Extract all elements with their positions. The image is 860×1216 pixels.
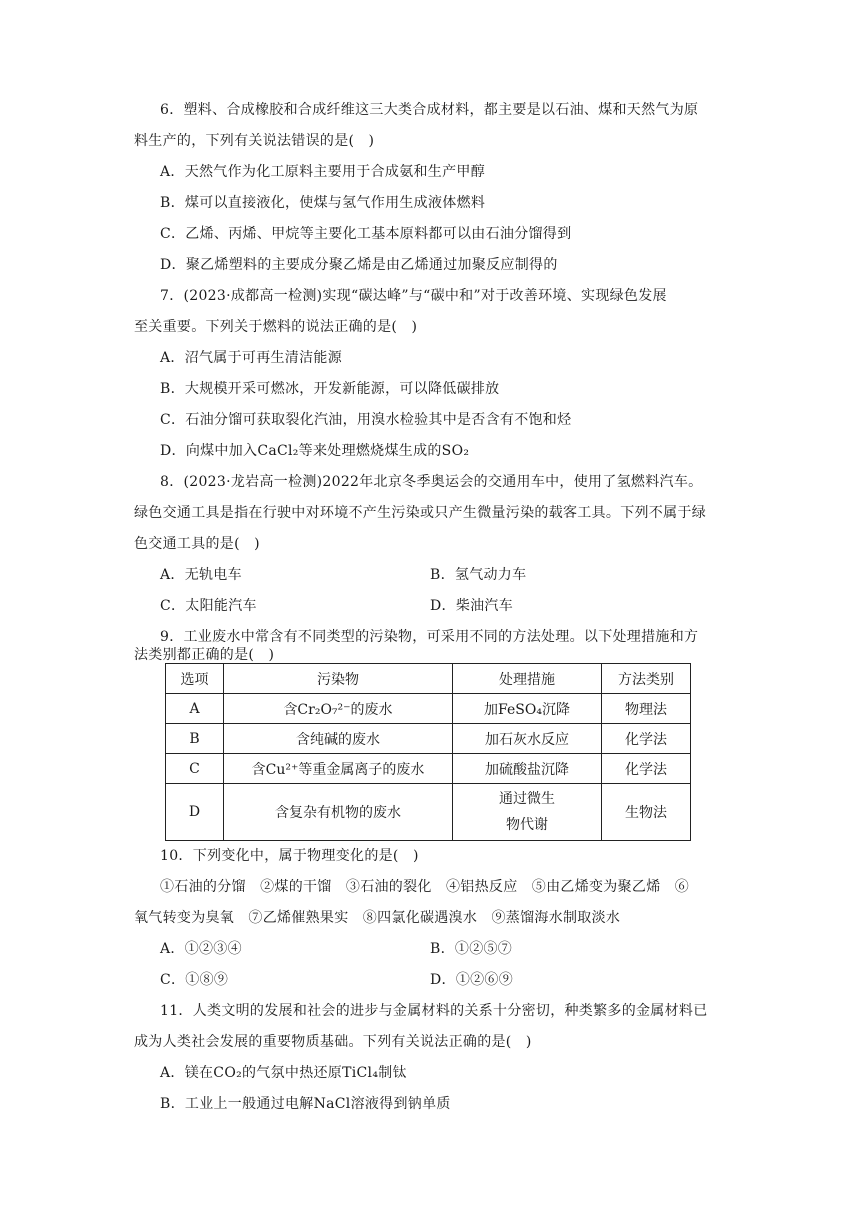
table-header-row xyxy=(166,664,691,694)
table-header-cell: 处理措施 xyxy=(453,664,602,694)
table-cell: 生物法 xyxy=(602,784,691,841)
table-cell: 化学法 xyxy=(602,754,691,784)
q10-option-c: C．①⑧⑨ xyxy=(160,972,229,988)
q10-stem-line1: 10．下列变化中，属于物理变化的是( ) xyxy=(160,848,419,864)
q6-option-c: C．乙烯、丙烯、甲烷等主要化工基本原料都可以由石油分馏得到 xyxy=(160,226,572,242)
table-header-cell: 方法类别 xyxy=(602,664,691,694)
q8-option-d: D．柴油汽车 xyxy=(430,598,514,614)
table-header-cell: 污染物 xyxy=(224,664,453,694)
table-row xyxy=(166,694,691,724)
q8-stem-line1: 8．(2023·龙岩高一检测)2022年北京冬季奥运会的交通用车中，使用了氢燃料汽车。 xyxy=(160,474,703,490)
table-cell-line: 物代谢 xyxy=(506,817,548,833)
q6-stem-line1: 6．塑料、合成橡胶和合成纤维这三大类合成材料，都主要是以石油、煤和天然气为原 xyxy=(160,102,699,118)
q10-option-b: B．①②⑤⑦ xyxy=(430,941,513,957)
table-cell: 物理法 xyxy=(602,694,691,724)
q11-option-b: B．工业上一般通过电解NaCl溶液得到钠单质 xyxy=(160,1096,451,1112)
table-cell: 加硫酸盐沉降 xyxy=(453,754,602,784)
table-cell: 含Cr₂O₇²⁻的废水 xyxy=(224,694,453,724)
q11-option-a: A．镁在CO₂的气氛中热还原TiCl₄制钛 xyxy=(160,1065,407,1081)
q8-option-a: A．无轨电车 xyxy=(160,567,242,583)
table-cell: A xyxy=(166,694,224,724)
table-cell xyxy=(453,784,602,841)
table-row xyxy=(166,784,691,841)
q10-option-d: D．①②⑥⑨ xyxy=(430,972,514,988)
table-header-cell: 选项 xyxy=(166,664,224,694)
q7-option-a: A．沼气属于可再生清洁能源 xyxy=(160,350,343,366)
q10-items-line1: ①石油的分馏 ②煤的干馏 ③石油的裂化 ④铝热反应 ⑤由乙烯变为聚乙烯 ⑥ xyxy=(160,879,690,895)
q10-items-line2: 氧气转变为臭氧 ⑦乙烯催熟果实 ⑧四氯化碳遇溴水 ⑨蒸馏海水制取淡水 xyxy=(134,910,621,926)
table-cell: B xyxy=(166,724,224,754)
q10-option-a: A．①②③④ xyxy=(160,941,242,957)
q8-stem-line2: 绿色交通工具是指在行驶中对环境不产生污染或只产生微量污染的载客工具。下列不属于绿 xyxy=(134,505,706,521)
table-cell-line: 通过微生 xyxy=(499,791,555,807)
q6-option-d: D．聚乙烯塑料的主要成分聚乙烯是由乙烯通过加聚反应制得的 xyxy=(160,257,558,273)
table-row xyxy=(166,724,691,754)
q11-stem-line1: 11．人类文明的发展和社会的进步与金属材料的关系十分密切，种类繁多的金属材料已 xyxy=(160,1003,708,1019)
q9-stem-line2: 法类别都正确的是( ) xyxy=(134,647,275,663)
q7-option-c: C．石油分馏可获取裂化汽油，用溴水检验其中是否含有不饱和烃 xyxy=(160,412,572,428)
q8-option-b: B．氢气动力车 xyxy=(430,567,527,583)
table-cell: 加FeSO₄沉降 xyxy=(453,694,602,724)
table-cell: C xyxy=(166,754,224,784)
q7-stem-line1: 7．(2023·成都高一检测)实现“碳达峰”与“碳中和”对于改善环境、实现绿色发展 xyxy=(160,288,667,304)
table-row xyxy=(166,754,691,784)
q11-stem-line2: 成为人类社会发展的重要物质基础。下列有关说法正确的是( ) xyxy=(134,1034,532,1050)
q6-option-b: B．煤可以直接液化，使煤与氢气作用生成液体燃料 xyxy=(160,195,486,211)
table-cell: 含复杂有机物的废水 xyxy=(224,784,453,841)
table-cell: 含纯碱的废水 xyxy=(224,724,453,754)
table-cell: 加石灰水反应 xyxy=(453,724,602,754)
q8-stem-line3: 色交通工具的是( ) xyxy=(134,536,260,552)
q6-option-a: A．天然气作为化工原料主要用于合成氨和生产甲醇 xyxy=(160,164,486,180)
q9-table xyxy=(165,663,691,841)
q6-stem-line2: 料生产的，下列有关说法错误的是( ) xyxy=(134,133,375,149)
q8-option-c: C．太阳能汽车 xyxy=(160,598,257,614)
q9-stem-line1: 9．工业废水中常含有不同类型的污染物，可采用不同的方法处理。以下处理措施和方 xyxy=(160,629,699,645)
q7-option-d: D．向煤中加入CaCl₂等来处理燃烧煤生成的SO₂ xyxy=(160,443,470,459)
table-cell: D xyxy=(166,784,224,841)
table-cell: 含Cu²⁺等重金属离子的废水 xyxy=(224,754,453,784)
table-cell: 化学法 xyxy=(602,724,691,754)
q7-option-b: B．大规模开采可燃冰，开发新能源，可以降低碳排放 xyxy=(160,381,500,397)
q7-stem-line2: 至关重要。下列关于燃料的说法正确的是( ) xyxy=(134,319,418,335)
